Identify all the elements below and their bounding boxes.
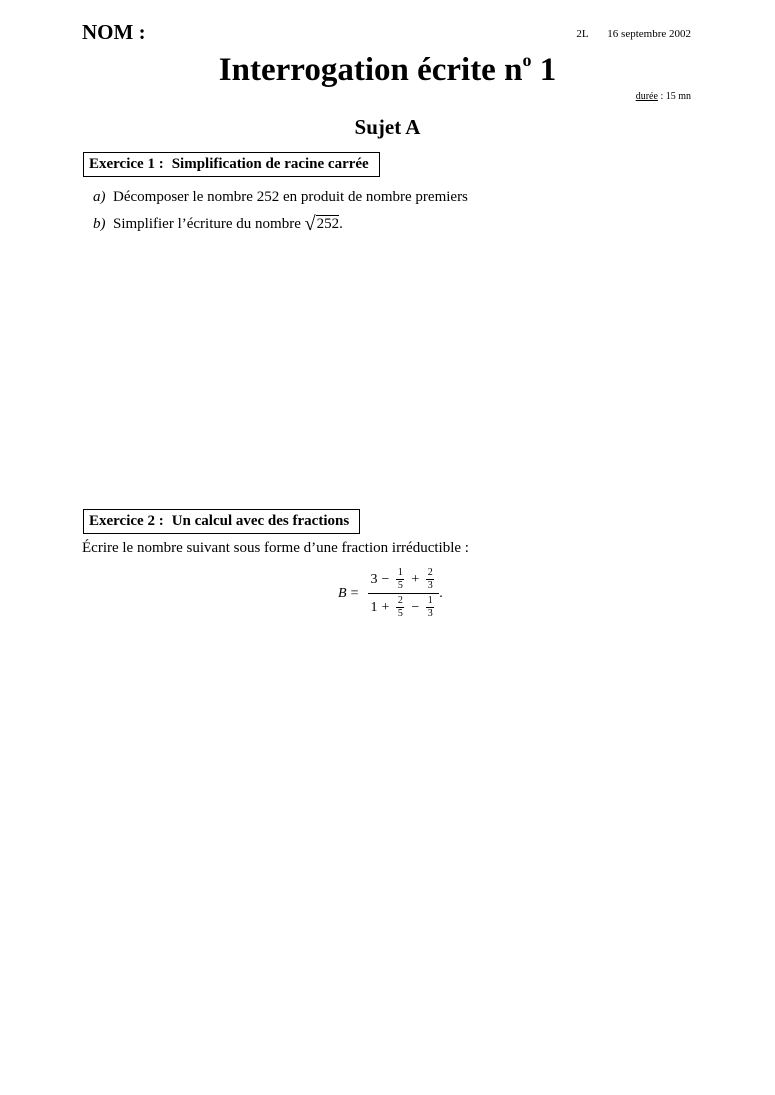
small-den: 3: [427, 580, 433, 591]
formula-lhs: B: [338, 585, 347, 601]
duration: [636, 91, 691, 102]
exercise1-number: Exercice 1 :: [89, 156, 164, 172]
num-integer: 3: [370, 571, 378, 587]
exercise1-heading: [83, 152, 380, 177]
small-den: 3: [427, 608, 433, 619]
item-label: b): [93, 216, 106, 232]
duration-value: : 15 mn: [657, 91, 691, 102]
class-label: 2L: [576, 28, 589, 40]
den-operator: +: [381, 599, 390, 615]
num-fraction-2: [426, 568, 434, 591]
exercise1-title: Simplification de racine carrée: [171, 156, 369, 172]
num-fraction-1: [396, 568, 404, 591]
num-operator: +: [411, 571, 420, 587]
subject-title: Sujet A: [354, 115, 421, 139]
small-den: 5: [397, 608, 403, 619]
formula-equals: =: [350, 585, 359, 601]
formula-end: .: [439, 585, 443, 601]
exercise2-instruction: Écrire le nombre suivant sous forme d’une fraction irréductible :: [82, 540, 469, 556]
exercise2-number: Exercice 2 :: [89, 513, 164, 529]
small-num: 2: [427, 567, 433, 578]
exercise1-item-a: [93, 189, 468, 206]
small-num: 1: [397, 567, 403, 578]
fraction-formula: [338, 568, 443, 619]
small-num: 1: [427, 595, 433, 606]
header-meta: [576, 28, 691, 40]
date-label: 16 septembre 2002: [607, 28, 691, 40]
title-sup: o: [522, 50, 532, 70]
small-num: 2: [397, 595, 403, 606]
item-label: a): [93, 189, 106, 205]
duration-label: durée: [635, 91, 658, 102]
exercise2-title: Un calcul avec des fractions: [171, 513, 350, 529]
exercise2-heading: [83, 509, 360, 534]
den-fraction-2: [426, 596, 434, 619]
title-number: 1: [531, 52, 557, 88]
main-fraction: [368, 568, 439, 619]
num-operator: −: [381, 571, 390, 587]
name-label: NOM :: [82, 20, 146, 44]
item-end: .: [339, 216, 343, 232]
fraction-bar: [368, 593, 439, 594]
small-den: 5: [397, 580, 403, 591]
item-text: Décomposer le nombre 252 en produit de nombre premiers: [113, 189, 468, 205]
radicand: 252: [316, 216, 340, 232]
exercise1-item-b: [93, 211, 343, 234]
den-integer: 1: [370, 599, 378, 615]
den-fraction-1: [396, 596, 404, 619]
radical-sign-icon: √: [304, 213, 316, 235]
item-text: Simplifier l’écriture du nombre: [113, 216, 305, 232]
page-title: [0, 52, 775, 89]
den-operator: −: [411, 599, 420, 615]
fraction-denominator: [368, 596, 439, 619]
square-root: [305, 211, 339, 234]
title-main: Interrogation écrite n: [218, 52, 523, 88]
fraction-numerator: [368, 568, 439, 591]
